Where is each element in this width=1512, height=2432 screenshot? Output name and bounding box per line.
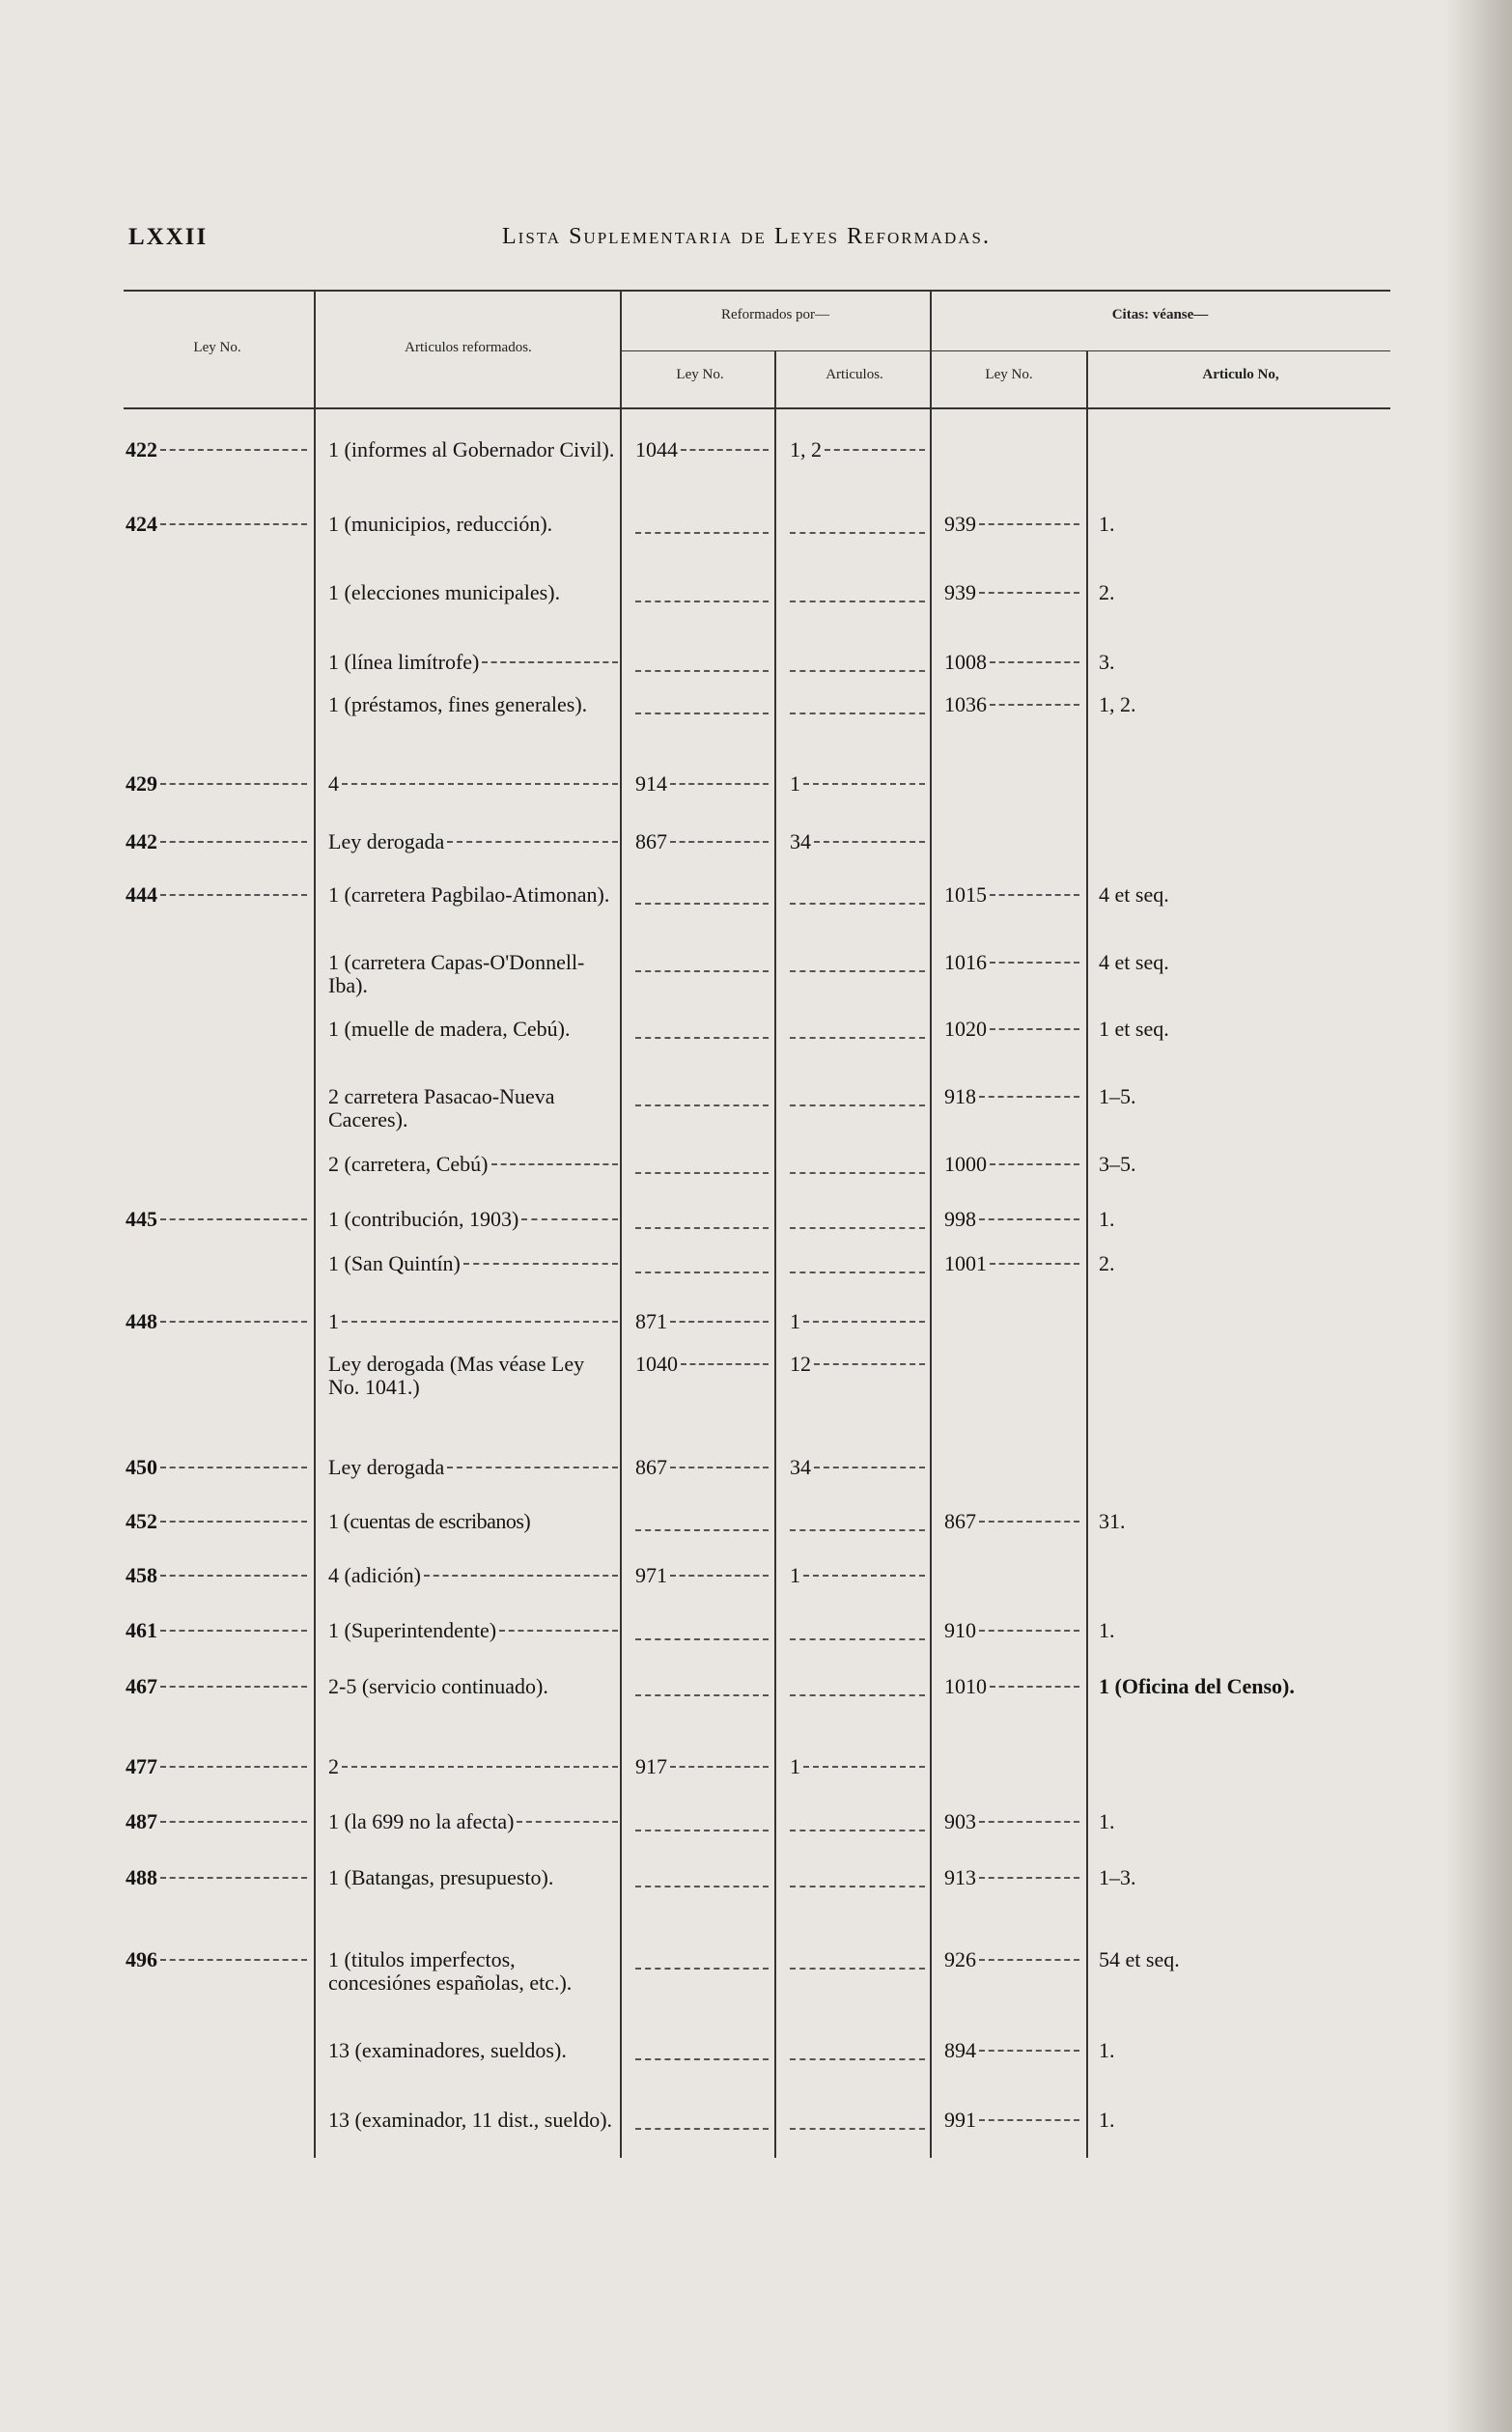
column-divider-2 <box>620 290 622 2158</box>
table-row-ley: 448 <box>126 1310 307 1333</box>
table-row-cita-ley: 867 <box>944 1510 1079 1533</box>
table-row-cita-articulo: 1, 2. <box>1099 692 1136 716</box>
table-row-blank-leader <box>790 670 925 672</box>
table-row-reformado-ley: 971 <box>635 1564 769 1587</box>
table-row-articulos: 2-5 (servicio continuado). <box>328 1674 548 1698</box>
table-row-cita-ley: 998 <box>944 1208 1079 1231</box>
table-row-articulos: 1 (informes al Gobernador Civil). <box>328 437 615 461</box>
table-row-blank-leader <box>635 1272 769 1273</box>
table-row-articulos: 1 (carretera Pagbilao-Atimonan). <box>328 882 610 907</box>
header-ref-articulos: Articulos. <box>826 367 883 382</box>
table-row-cita-ley: 894 <box>944 2039 1079 2062</box>
table-row-blank-leader <box>635 1172 769 1174</box>
table-row-reformado-articulos: 1, 2 <box>790 438 925 461</box>
table-row-blank-leader <box>790 1037 925 1039</box>
table-row-articulos: 1 (elecciones municipales). <box>328 580 561 604</box>
table-row-cita-ley: 903 <box>944 1810 1079 1833</box>
table-row-ley: 487 <box>126 1810 307 1833</box>
table-row-blank-leader <box>790 1694 925 1696</box>
table-row-cita-articulo: 1–5. <box>1099 1084 1136 1108</box>
column-divider-5 <box>1086 350 1088 2158</box>
table-row-ley: 461 <box>126 1619 307 1642</box>
table-row-cita-ley: 1000 <box>944 1153 1079 1176</box>
table-row-articulos: Ley derogada (Mas véase Ley No. 1041.) <box>328 1352 585 1399</box>
table-row-cita-articulo: 1. <box>1099 1207 1115 1231</box>
table-row-articulos: 1 (San Quintín) <box>328 1252 618 1275</box>
table-row-reformado-articulos: 12 <box>790 1353 925 1376</box>
table-row-articulos: 2 <box>328 1755 618 1778</box>
table-row-cita-ley: 913 <box>944 1866 1079 1889</box>
table-row-cita-articulo: 1–3. <box>1099 1865 1136 1889</box>
table-row-articulos: 1 (titulos imperfectos, concesiónes españolas, etc.). <box>328 1947 573 1995</box>
table-row-blank-leader <box>635 970 769 972</box>
table-row-cita-articulo: 1. <box>1099 512 1115 536</box>
table-row-blank-leader <box>790 2128 925 2130</box>
table-row-blank-leader <box>635 601 769 602</box>
table-row-blank-leader <box>635 1638 769 1640</box>
table-row-cita-ley: 1001 <box>944 1252 1079 1275</box>
header-citas: Citas: véanse— <box>1111 307 1209 322</box>
table-row-articulos: 1 (contribución, 1903) <box>328 1208 618 1231</box>
header-ley-no: Ley No. <box>193 340 241 355</box>
table-row-articulos: 13 (examinador, 11 dist., sueldo). <box>328 2108 613 2132</box>
table-row-blank-leader <box>790 1272 925 1273</box>
table-row-blank-leader <box>790 1830 925 1831</box>
table-row-ley: 442 <box>126 830 307 853</box>
table-row-reformado-ley: 914 <box>635 772 769 796</box>
table-row-blank-leader <box>790 532 925 534</box>
table-row-articulos: 1 (municipios, reducción). <box>328 512 553 536</box>
table-row-cita-articulo: 31. <box>1099 1509 1126 1533</box>
table-row-ley: 488 <box>126 1866 307 1889</box>
table-row-articulos: 1 (cuentas de escribanos) <box>328 1509 531 1533</box>
table-row-cita-articulo: 1. <box>1099 1809 1115 1833</box>
table-row-blank-leader <box>790 1529 925 1531</box>
table-row-blank-leader <box>635 1830 769 1831</box>
table-row-reformado-ley: 867 <box>635 830 769 853</box>
table-row-cita-ley: 1015 <box>944 883 1079 907</box>
table-row-articulos: 4 <box>328 772 618 796</box>
table-row-blank-leader <box>790 601 925 602</box>
table-row-ley: 429 <box>126 772 307 796</box>
table-row-blank-leader <box>635 1529 769 1531</box>
table-row-reformado-ley: 1044 <box>635 438 769 461</box>
table-row-reformado-articulos: 34 <box>790 1456 925 1479</box>
table-row-cita-ley: 1008 <box>944 651 1079 674</box>
column-divider-3 <box>774 350 776 2158</box>
table-row-reformado-ley: 871 <box>635 1310 769 1333</box>
table-row-blank-leader <box>635 903 769 905</box>
table-row-articulos: 1 (muelle de madera, Cebú). <box>328 1017 571 1041</box>
table-row-cita-ley: 910 <box>944 1619 1079 1642</box>
table-row-ley: 496 <box>126 1948 307 1971</box>
table-row-blank-leader <box>635 1694 769 1696</box>
table-row-reformado-ley: 1040 <box>635 1353 769 1376</box>
table-row-cita-articulo: 1 (Oficina del Censo). <box>1099 1674 1295 1698</box>
table-row-blank-leader <box>635 2058 769 2060</box>
table-row-articulos: Ley derogada <box>328 1456 618 1479</box>
table-row-cita-ley: 1020 <box>944 1018 1079 1041</box>
table-row-cita-ley: 918 <box>944 1085 1079 1108</box>
table-row-blank-leader <box>790 970 925 972</box>
table-row-articulos: 1 (la 699 no la afecta) <box>328 1810 618 1833</box>
header-articulos-reformados: Articulos reformados. <box>405 340 532 355</box>
table-row-cita-ley: 926 <box>944 1948 1079 1971</box>
table-row-articulos: 1 <box>328 1310 618 1333</box>
header-citas-articulo-no: Articulo No, <box>1202 367 1279 382</box>
table-row-ley: 422 <box>126 438 307 461</box>
table-row-blank-leader <box>635 1886 769 1887</box>
table-row-blank-leader <box>790 1172 925 1174</box>
table-row-articulos: 1 (préstamos, fines generales). <box>328 692 588 716</box>
table-row-cita-ley: 939 <box>944 581 1079 604</box>
table-row-blank-leader <box>790 713 925 714</box>
table-row-ley: 477 <box>126 1755 307 1778</box>
table-row-reformado-ley: 917 <box>635 1755 769 1778</box>
table-row-blank-leader <box>635 1104 769 1106</box>
table-row-cita-articulo: 1. <box>1099 2108 1115 2132</box>
table-row-cita-ley: 1016 <box>944 951 1079 974</box>
table-row-blank-leader <box>635 670 769 672</box>
table-row-blank-leader <box>635 1037 769 1039</box>
table-row-cita-articulo: 4 et seq. <box>1099 950 1169 974</box>
table-row-articulos: 4 (adición) <box>328 1564 618 1587</box>
table-row-reformado-articulos: 34 <box>790 830 925 853</box>
table-row-ley: 424 <box>126 513 307 536</box>
page-number: LXXII <box>128 224 209 250</box>
table-row-articulos: 1 (Batangas, presupuesto). <box>328 1865 554 1889</box>
table-row-articulos: Ley derogada <box>328 830 618 853</box>
header-sub-rule-citas <box>930 350 1390 351</box>
table-row-ley: 467 <box>126 1675 307 1698</box>
table-row-reformado-articulos: 1 <box>790 1755 925 1778</box>
table-row-cita-articulo: 2. <box>1099 580 1115 604</box>
table-row-cita-articulo: 1. <box>1099 1618 1115 1642</box>
table-row-cita-articulo: 2. <box>1099 1251 1115 1275</box>
table-row-blank-leader <box>790 903 925 905</box>
table-row-articulos: 1 (carretera Capas-O'Donnell-Iba). <box>328 950 585 997</box>
page-title: Lista Suplementaria de Leyes Reformadas. <box>502 224 991 249</box>
table-row-blank-leader <box>790 1886 925 1887</box>
table-row-articulos: 1 (línea limítrofe) <box>328 651 618 674</box>
column-divider-4 <box>930 290 932 2158</box>
header-reformados-por: Reformados por— <box>720 307 830 322</box>
table-row-blank-leader <box>790 1638 925 1640</box>
table-row-ley: 450 <box>126 1456 307 1479</box>
table-row-blank-leader <box>790 1227 925 1229</box>
table-row-cita-articulo: 3. <box>1099 650 1115 674</box>
table-row-blank-leader <box>635 2128 769 2130</box>
table-row-blank-leader <box>635 713 769 714</box>
table-row-cita-articulo: 4 et seq. <box>1099 882 1169 907</box>
table-row-blank-leader <box>790 1104 925 1106</box>
table-row-blank-leader <box>790 2058 925 2060</box>
table-row-cita-articulo: 54 et seq. <box>1099 1947 1180 1971</box>
table-row-cita-articulo: 3–5. <box>1099 1152 1136 1176</box>
table-row-articulos: 1 (Superintendente) <box>328 1619 618 1642</box>
table-row-reformado-ley: 867 <box>635 1456 769 1479</box>
table-row-reformado-articulos: 1 <box>790 772 925 796</box>
table-row-ley: 445 <box>126 1208 307 1231</box>
table-row-reformado-articulos: 1 <box>790 1310 925 1333</box>
table-row-blank-leader <box>635 532 769 534</box>
table-row-articulos: 2 carretera Pasacao-Nueva Caceres). <box>328 1084 555 1132</box>
table-row-ley: 452 <box>126 1510 307 1533</box>
table-row-blank-leader <box>635 1968 769 1970</box>
table-row-ley: 444 <box>126 883 307 907</box>
table-row-cita-articulo: 1 et seq. <box>1099 1017 1169 1041</box>
table-row-cita-ley: 1036 <box>944 693 1079 716</box>
table-row-cita-ley: 991 <box>944 2109 1079 2132</box>
table-row-articulos: 13 (examinadores, sueldos). <box>328 2038 567 2062</box>
header-ref-ley-no: Ley No. <box>676 367 724 382</box>
column-divider-1 <box>314 290 316 2158</box>
table-row-blank-leader <box>635 1227 769 1229</box>
table-row-cita-ley: 1010 <box>944 1675 1079 1698</box>
table-row-ley: 458 <box>126 1564 307 1587</box>
table-row-articulos: 2 (carretera, Cebú) <box>328 1153 618 1176</box>
header-citas-ley-no: Ley No. <box>985 367 1033 382</box>
table-row-reformado-articulos: 1 <box>790 1564 925 1587</box>
table-row-cita-ley: 939 <box>944 513 1079 536</box>
table-row-cita-articulo: 1. <box>1099 2038 1115 2062</box>
table-row-blank-leader <box>790 1968 925 1970</box>
